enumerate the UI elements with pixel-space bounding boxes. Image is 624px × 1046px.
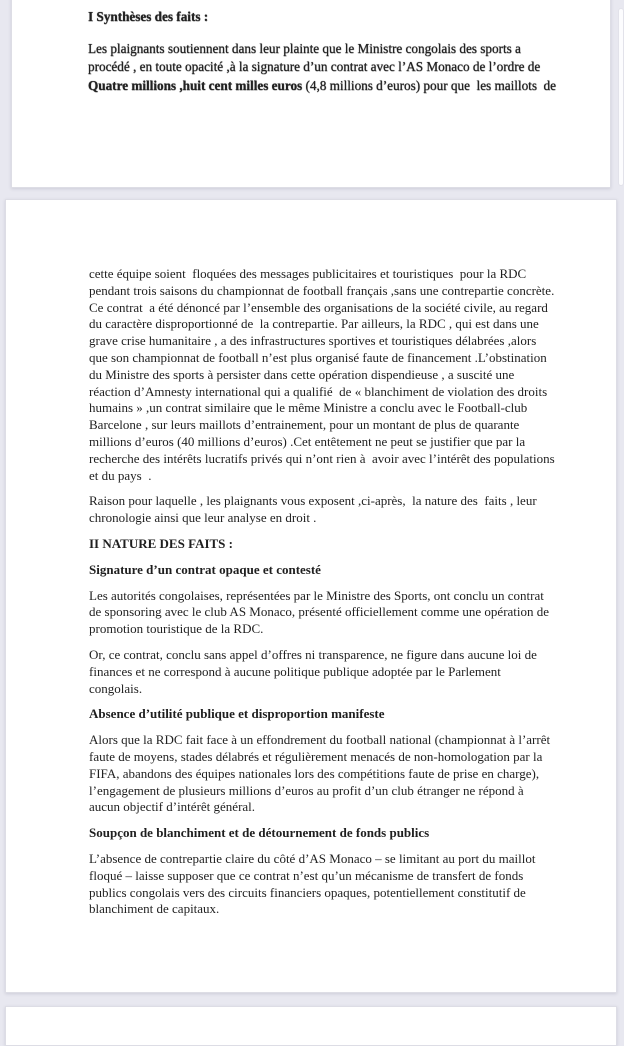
text-line: blanchiment de capitaux. — [89, 901, 220, 917]
text-line: Les autorités congolaises, représentées par le Ministre des Sports, ont conclu un contrat — [89, 587, 544, 603]
text-line: I Synthèses des faits : — [88, 9, 209, 24]
scrollbar-thumb[interactable] — [618, 8, 624, 186]
text-line: réaction d’Amnesty international qui a qualifié de « blanchiment de violation des droits — [89, 383, 548, 399]
text-line: Alors que la RDC fait face à un effondrement du football national (championnat à l’arrêt — [89, 732, 551, 748]
text-line: l’engagement de plusieurs millions d’euros au profit d’un club étranger ne répond à — [89, 782, 524, 798]
text-line: cette équipe soient floquées des messages publicitaires et touristiques pour la RDC — [89, 266, 527, 281]
text-line: L’absence de contrepartie claire du côté d’AS Monaco – se limitant au port du maillot — [89, 850, 536, 866]
page-2-content — [6, 200, 616, 918]
page-1 — [11, 0, 611, 188]
text-line: Les plaignants soutiennent dans leur plainte que le Ministre congolais des sports a — [88, 40, 521, 56]
text-line: publics congolais vers des circuits financiers opaques, potentiellement constitutif de — [89, 884, 526, 900]
text-line: recherche des intérêts lucratifs privés qui n’ont rien à avoir avec l’intérêt des populations — [89, 450, 555, 466]
section-subheading — [89, 706, 571, 723]
paragraph — [89, 851, 571, 918]
text-line: floqué – laisse supposer que ce contrat n’est qu’un mécanisme de transfert de fonds — [89, 867, 524, 883]
text-line: promotion touristique de la RDC. — [89, 621, 264, 637]
paragraph — [89, 647, 571, 697]
text-line: Ce contrat a été dénoncé par l’ensemble des organisations de la société civile, au regard — [89, 299, 548, 315]
text-line: du caractère disproportionné de la contrepartie. Par ailleurs, la RDC , qui est dans une — [89, 316, 539, 332]
paragraph — [89, 266, 571, 484]
text-line: aucun objectif d’intérêt général. — [89, 799, 256, 815]
text-line: faute de moyens, stades délabrés et régulièrement menacés de non-homologation par la — [89, 748, 543, 764]
text-segment: (4,8 millions d’euros) pour que les maillots de — [302, 77, 557, 93]
section-subheading — [89, 825, 571, 842]
text-line: finances et ne correspond à aucune politique publique adoptée par le Parlement — [89, 663, 501, 679]
text-line: Signature d’un contrat opaque et contesté — [89, 561, 321, 577]
text-line: pendant trois saisons du championnat de football français ,sans une contrepartie concrète. — [89, 282, 555, 298]
text-line: et du pays . — [89, 467, 152, 483]
page-2 — [5, 199, 617, 993]
page-1-content — [12, 0, 610, 95]
paragraph — [89, 588, 571, 638]
paragraph — [89, 732, 571, 816]
page-3 — [5, 1006, 617, 1046]
paragraph — [88, 40, 582, 96]
text-line: Or, ce contrat, conclu sans appel d’offres ni transparence, ne figure dans aucune loi de — [89, 646, 537, 662]
text-line: chronologie ainsi que leur analyse en droit . — [89, 510, 317, 526]
section-subheading — [89, 562, 571, 579]
text-line: Raison pour laquelle , les plaignants vous exposent ,ci-après, la nature des faits , leur — [89, 493, 537, 509]
paragraph — [89, 493, 571, 527]
text-line: millions d’euros (40 millions d’euros) .Cet entêtement ne peut se justifier que par la — [89, 433, 526, 449]
text-line: procédé , en toute opacité ,à la signature d’un contrat avec l’AS Monaco de l’ordre de — [88, 59, 541, 75]
text-line: Soupçon de blanchiment et de détournement de fonds publics — [89, 825, 430, 841]
text-line: grave crise humanitaire , a des infrastructures sportives et touristiques délabrées ,alors — [89, 333, 537, 349]
text-line: du Ministre des sports à persister dans cette opération dispendieuse , a suscité une — [89, 366, 515, 382]
text-line — [88, 77, 582, 96]
bold-text-segment: Quatre millions ,huit cent milles euros — [88, 77, 303, 93]
text-line: de sponsoring avec le club AS Monaco, présenté officiellement comme une opération de — [89, 604, 550, 620]
text-line: congolais. — [89, 680, 143, 696]
text-line: FIFA, abandons des équipes nationales lors des compétitions faute de prise en charge), — [89, 765, 540, 781]
section-heading — [89, 536, 571, 553]
text-line: Barcelone , sur leurs maillots d’entrainement, pour un montant de plus de quarante — [89, 417, 520, 433]
text-line: humains » ,un contrat similaire que le même Ministre a conclu avec le Football-club — [89, 400, 528, 416]
text-line: que son championnat de football n’est plus organisé faute de financement .L’obstination — [89, 349, 547, 365]
section-heading — [88, 8, 582, 27]
text-line: Absence d’utilité publique et disproportion manifeste — [89, 706, 385, 722]
text-line: II NATURE DES FAITS : — [89, 535, 233, 551]
